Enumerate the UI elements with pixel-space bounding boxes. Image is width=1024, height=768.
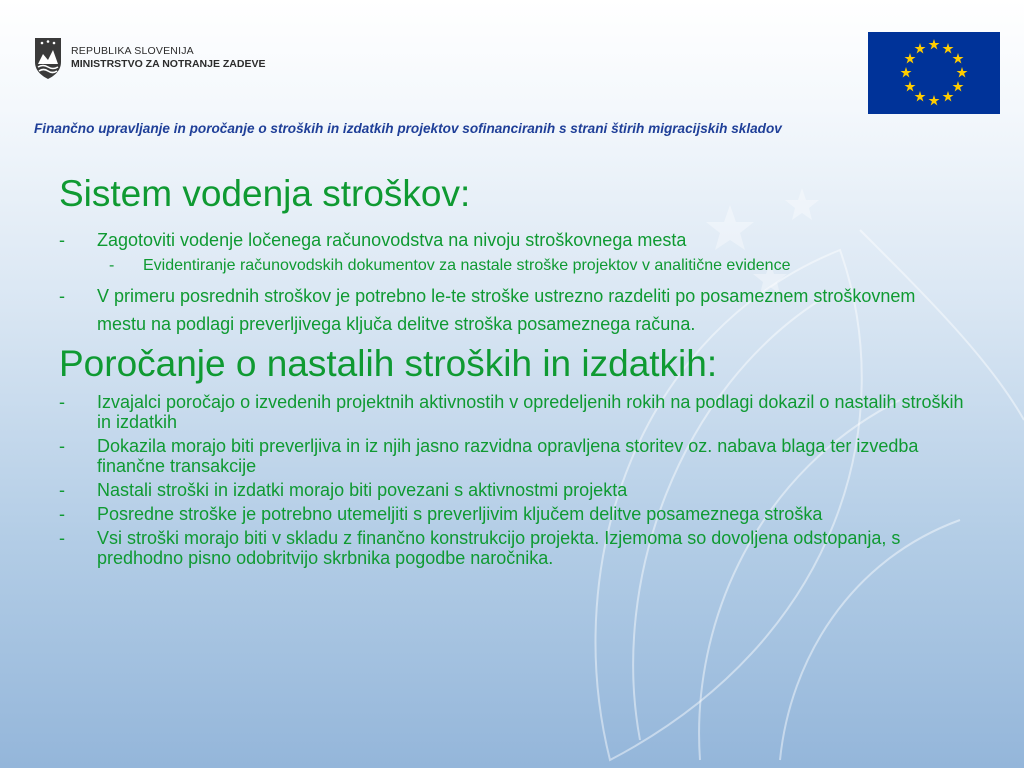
org-name-line2: MINISTRSTVO ZA NOTRANJE ZADEVE [71, 58, 266, 70]
eu-flag-icon [868, 32, 1000, 114]
list-item [59, 282, 964, 338]
org-name-line1: REPUBLIKA SLOVENIJA [71, 45, 194, 57]
list-item [59, 504, 964, 524]
ministry-logo [33, 36, 265, 80]
list-item [59, 436, 964, 476]
cost-management-list [59, 226, 964, 338]
slide-content [59, 172, 964, 568]
section-heading-reporting: Poročanje o nastalih stroških in izdatkih: [59, 343, 718, 384]
bullet-marker: - [109, 257, 115, 274]
list-item-text: Evidentiranje računovodskih dokumentov za nastale stroške projektov v analitične evidence [143, 257, 791, 274]
section-heading-cost-management: Sistem vodenja stroškov: [59, 173, 471, 214]
list-item-text: V primeru posrednih stroškov je potrebno le-te stroške ustrezno razdeliti po posameznem stroškovnem mestu na podlagi preverljivega ključa delitve stroška posameznega računa. [97, 286, 916, 334]
reporting-list [59, 392, 964, 568]
bullet-marker: - [59, 286, 65, 306]
bullet-marker: - [59, 504, 65, 524]
list-item-text: Izvajalci poročajo o izvedenih projektnih aktivnostih v opredeljenih rokih na podlagi dokazil o nastalih stroških in izdatkih [97, 392, 964, 432]
bullet-marker: - [59, 230, 65, 250]
list-item [59, 480, 964, 500]
list-item [59, 254, 964, 278]
list-item [59, 226, 964, 254]
bullet-marker: - [59, 528, 65, 548]
bullet-marker: - [59, 392, 65, 412]
list-item-text: Zagotoviti vodenje ločenega računovodstva na nivoju stroškovnega mesta [97, 230, 687, 250]
bullet-marker: - [59, 436, 65, 456]
list-item [59, 528, 964, 568]
bullet-marker: - [59, 480, 65, 500]
list-item-text: Nastali stroški in izdatki morajo biti povezani s aktivnostmi projekta [97, 480, 628, 500]
list-item-text: Dokazila morajo biti preverljiva in iz njih jasno razvidna opravljena storitev oz. nabava blaga ter izvedba finančne transakcije [97, 436, 919, 476]
list-item-text: Vsi stroški morajo biti v skladu z finančno konstrukcijo projekta. Izjemoma so dovoljena odstopanja, s predhodno pisno odobritvijo skrbnika pogodbe naročnika. [97, 528, 901, 568]
project-title: Finančno upravljanje in poročanje o stroških in izdatkih projektov sofinanciranih s strani štirih migracijskih skladov [34, 121, 782, 136]
list-item [59, 392, 964, 432]
list-item-text: Posredne stroške je potrebno utemeljiti s preverljivim ključem delitve posameznega stroška [97, 504, 823, 524]
slovenia-crest-icon [33, 36, 63, 80]
